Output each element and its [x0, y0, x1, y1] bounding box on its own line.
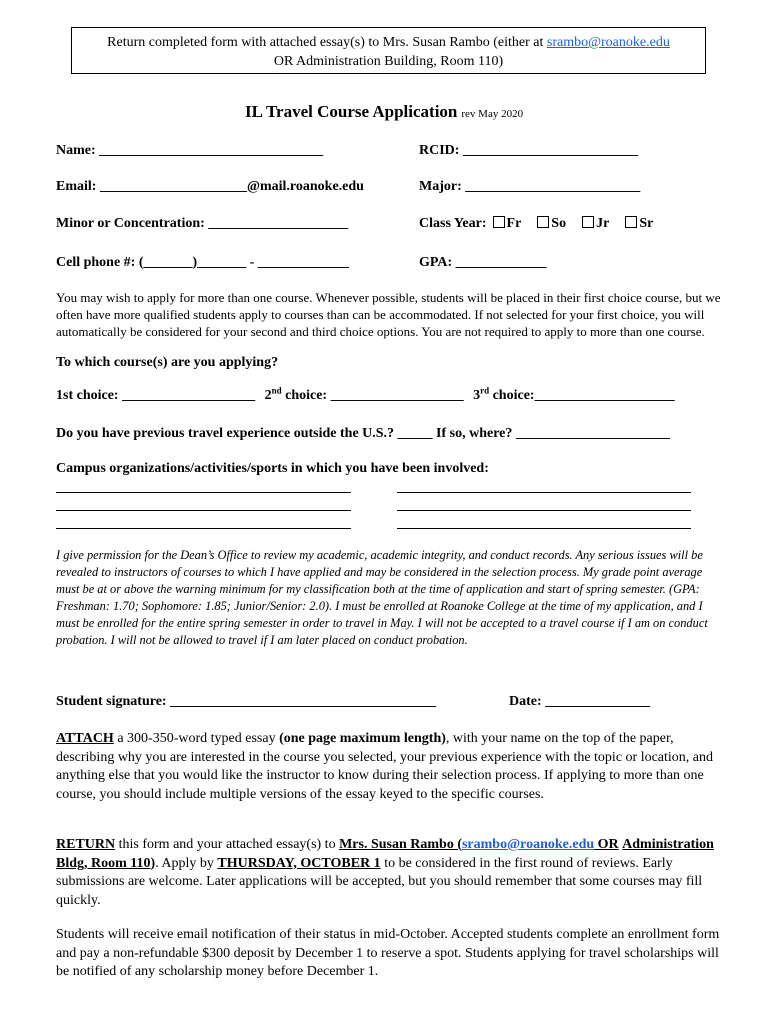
choices-row[interactable] — [56, 385, 675, 404]
header-email-link[interactable]: srambo@roanoke.edu — [546, 35, 670, 50]
header-box — [71, 27, 706, 74]
date-field[interactable]: Date: _______________ — [509, 694, 651, 709]
travel-experience-question[interactable]: Do you have previous travel experience outside the U.S.? _____ If so, where? ______________________ — [56, 426, 670, 441]
checkbox-fr[interactable] — [493, 216, 505, 228]
deadline: THURSDAY, OCTOBER 1 — [217, 855, 381, 871]
checkbox-so[interactable] — [537, 216, 549, 228]
email-field[interactable]: Email: _____________________@mail.roanoke.edu — [56, 179, 364, 194]
return-email-link[interactable]: srambo@roanoke.edu — [461, 837, 595, 852]
name-field[interactable]: Name: ________________________________ — [56, 143, 324, 158]
class-year-group: Class Year: Fr So Jr Sr — [419, 216, 654, 231]
header-line-2: OR Administration Building, Room 110) — [273, 54, 504, 69]
checkbox-jr[interactable] — [582, 216, 594, 228]
gpa-field[interactable]: GPA: _____________ — [419, 255, 547, 270]
first-choice-field[interactable]: 1st choice: ___________________ — [56, 388, 256, 403]
attach-paragraph: ATTACH a 300-350-word typed essay (one page maximum length), with your name on the top of the paper, describing why you are interested in the course you selected, your previous experience with the topic or location, and anything else that you would like the instructor to know during their selection process. If applying to more than one course, you should include multiple versions of the essay keyed to the specific courses. — [56, 731, 714, 802]
signature-field[interactable]: Student signature: ______________________________________ — [56, 694, 437, 709]
notification-paragraph: Students will receive email notification of their status in mid-October. Accepted students complete an enrollment form and pay a non-refundable $300 deposit by December 1 to reserve a spot. Students applying for travel scholarships will be notified of any scholarship money before December 1. — [56, 927, 720, 979]
return-keyword: RETURN — [56, 837, 116, 852]
checkbox-sr[interactable] — [625, 216, 637, 228]
revision-note: rev May 2020 — [461, 108, 524, 120]
attach-keyword: ATTACH — [56, 731, 114, 746]
third-choice-field[interactable]: 3rd choice:____________________ — [473, 385, 675, 403]
second-choice-field[interactable]: 2nd choice: ___________________ — [264, 385, 464, 403]
organizations-line[interactable] — [56, 492, 351, 493]
cell-phone-field[interactable]: Cell phone #: (_______)_______ - _____________ — [56, 255, 349, 270]
minor-field[interactable]: Minor or Concentration: ____________________ — [56, 216, 349, 231]
form-title: IL Travel Course Application rev May 2020 — [245, 102, 524, 121]
rcid-field[interactable]: RCID: _________________________ — [419, 143, 638, 158]
header-line-1: Return completed form with attached essay(s) to Mrs. Susan Rambo (either at srambo@roanoke.edu — [107, 35, 670, 50]
organizations-line[interactable] — [397, 510, 691, 511]
organizations-line[interactable] — [56, 528, 351, 529]
organizations-line[interactable] — [397, 528, 691, 529]
organizations-line[interactable] — [56, 510, 351, 511]
organizations-question: Campus organizations/activities/sports in which you have been involved: — [56, 461, 489, 476]
return-paragraph: RETURN this form and your attached essay(s) to Mrs. Susan Rambo (srambo@roanoke.edu OR Administration Bldg, Room 110). Apply by THURSDAY, OCTOBER 1 to be considered in the first round of reviews. Early submissions are welcome. Later applications will be accepted, but you should remember that some courses may fill quickly. — [56, 837, 714, 908]
major-field[interactable]: Major: _________________________ — [419, 179, 641, 194]
permission-paragraph: I give permission for the Dean’s Office to review my academic, academic integrity, and conduct records. Any serious issues will be revealed to instructors of courses to which I have applied and may be considered in the selection process. My grade point average must be at or above the warning minimum for my classification both at the time of application and start of spring semester. (GPA: Freshman: 1.70; Sophomore: 1.85; Junior/Senior: 2.0). I must be enrolled at Roanoke College at the time of my application, and I must be enrolled for the entire spring semester in order to travel in May. I will not be accepted to a travel course if I am on conduct probation. I will not be allowed to travel if I am later placed on conduct probation. — [56, 548, 708, 647]
class-year-label: Class Year: — [419, 216, 487, 231]
organizations-line[interactable] — [397, 492, 691, 493]
intro-paragraph: You may wish to apply for more than one course. Whenever possible, students will be placed in their first choice course, but we often have more qualified students apply to courses than can be accommodated. If not selected for your first choice, you will automatically be considered for your second and third choice options. You are not required to apply to more than one course. — [56, 290, 721, 339]
courses-question: To which course(s) are you applying? — [56, 355, 279, 370]
